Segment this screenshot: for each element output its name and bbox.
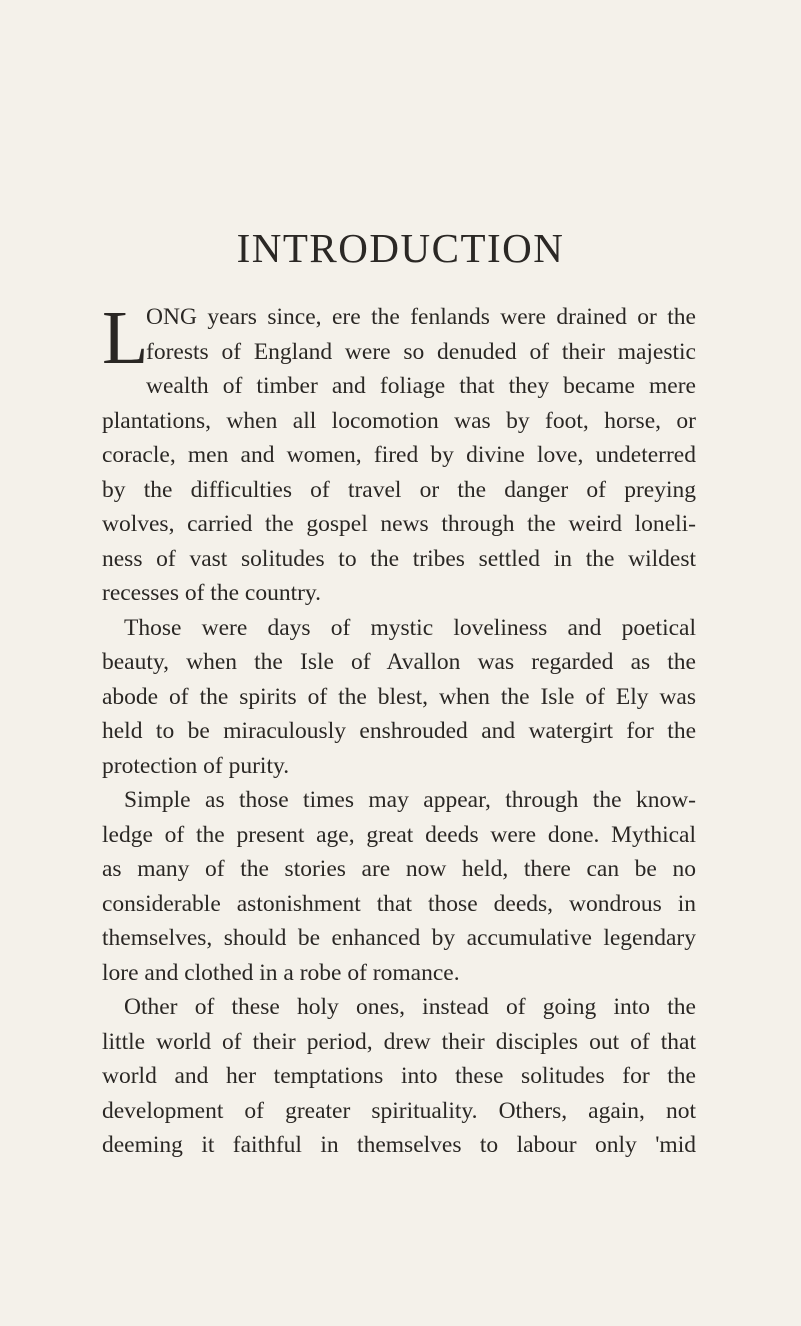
text-line: protection of purity. bbox=[102, 752, 290, 779]
text-line: Those were days of mystic loveliness and poetical bbox=[124, 614, 696, 641]
text-line: beauty, when the Isle of Avallon was regarded as the bbox=[102, 649, 696, 675]
text-line: recesses of the country. bbox=[102, 580, 322, 606]
text-line: as many of the stories are now held, there can be no bbox=[102, 856, 696, 882]
text-line: forests of England were so denuded of their majestic bbox=[146, 338, 696, 365]
text-line: by the difficulties of travel or the danger of preying bbox=[102, 476, 696, 503]
text-line: ness of vast solitudes to the tribes settled in the wildest bbox=[102, 545, 696, 572]
text-line: wealth of timber and foliage that they became mere bbox=[146, 373, 696, 399]
text-line: held to be miraculously enshrouded and watergirt for the bbox=[102, 718, 696, 744]
chapter-heading: INTRODUCTION bbox=[236, 225, 565, 271]
text-line: considerable astonishment that those deeds, wondrous in bbox=[102, 890, 696, 917]
text-line: ledge of the present age, great deeds were done. Mythical bbox=[102, 821, 696, 848]
text-line: little world of their period, drew their disciples out of that bbox=[102, 1028, 696, 1055]
text-line: ONG years since, ere the fenlands were drained or the bbox=[146, 304, 696, 330]
drop-cap: L bbox=[102, 296, 149, 380]
text-line: Simple as those times may appear, through the know- bbox=[124, 787, 696, 813]
text-line: development of greater spirituality. Others, again, not bbox=[102, 1097, 696, 1124]
text-line: plantations, when all locomotion was by foot, horse, or bbox=[102, 407, 696, 434]
text-line: wolves, carried the gospel news through the weird loneli- bbox=[102, 511, 696, 537]
text-line: Other of these holy ones, instead of going into the bbox=[124, 994, 696, 1020]
text-line: deeming it faithful in themselves to labour only 'mid bbox=[102, 1132, 696, 1158]
text-line: coracle, men and women, fired by divine love, undeterred bbox=[102, 442, 696, 468]
text-line: abode of the spirits of the blest, when the Isle of Ely was bbox=[102, 683, 696, 710]
text-line: world and her temptations into these solitudes for the bbox=[102, 1063, 696, 1089]
text-line: themselves, should be enhanced by accumulative legendary bbox=[102, 925, 696, 951]
body-text bbox=[102, 296, 696, 1163]
text-line: lore and clothed in a robe of romance. bbox=[102, 959, 460, 986]
